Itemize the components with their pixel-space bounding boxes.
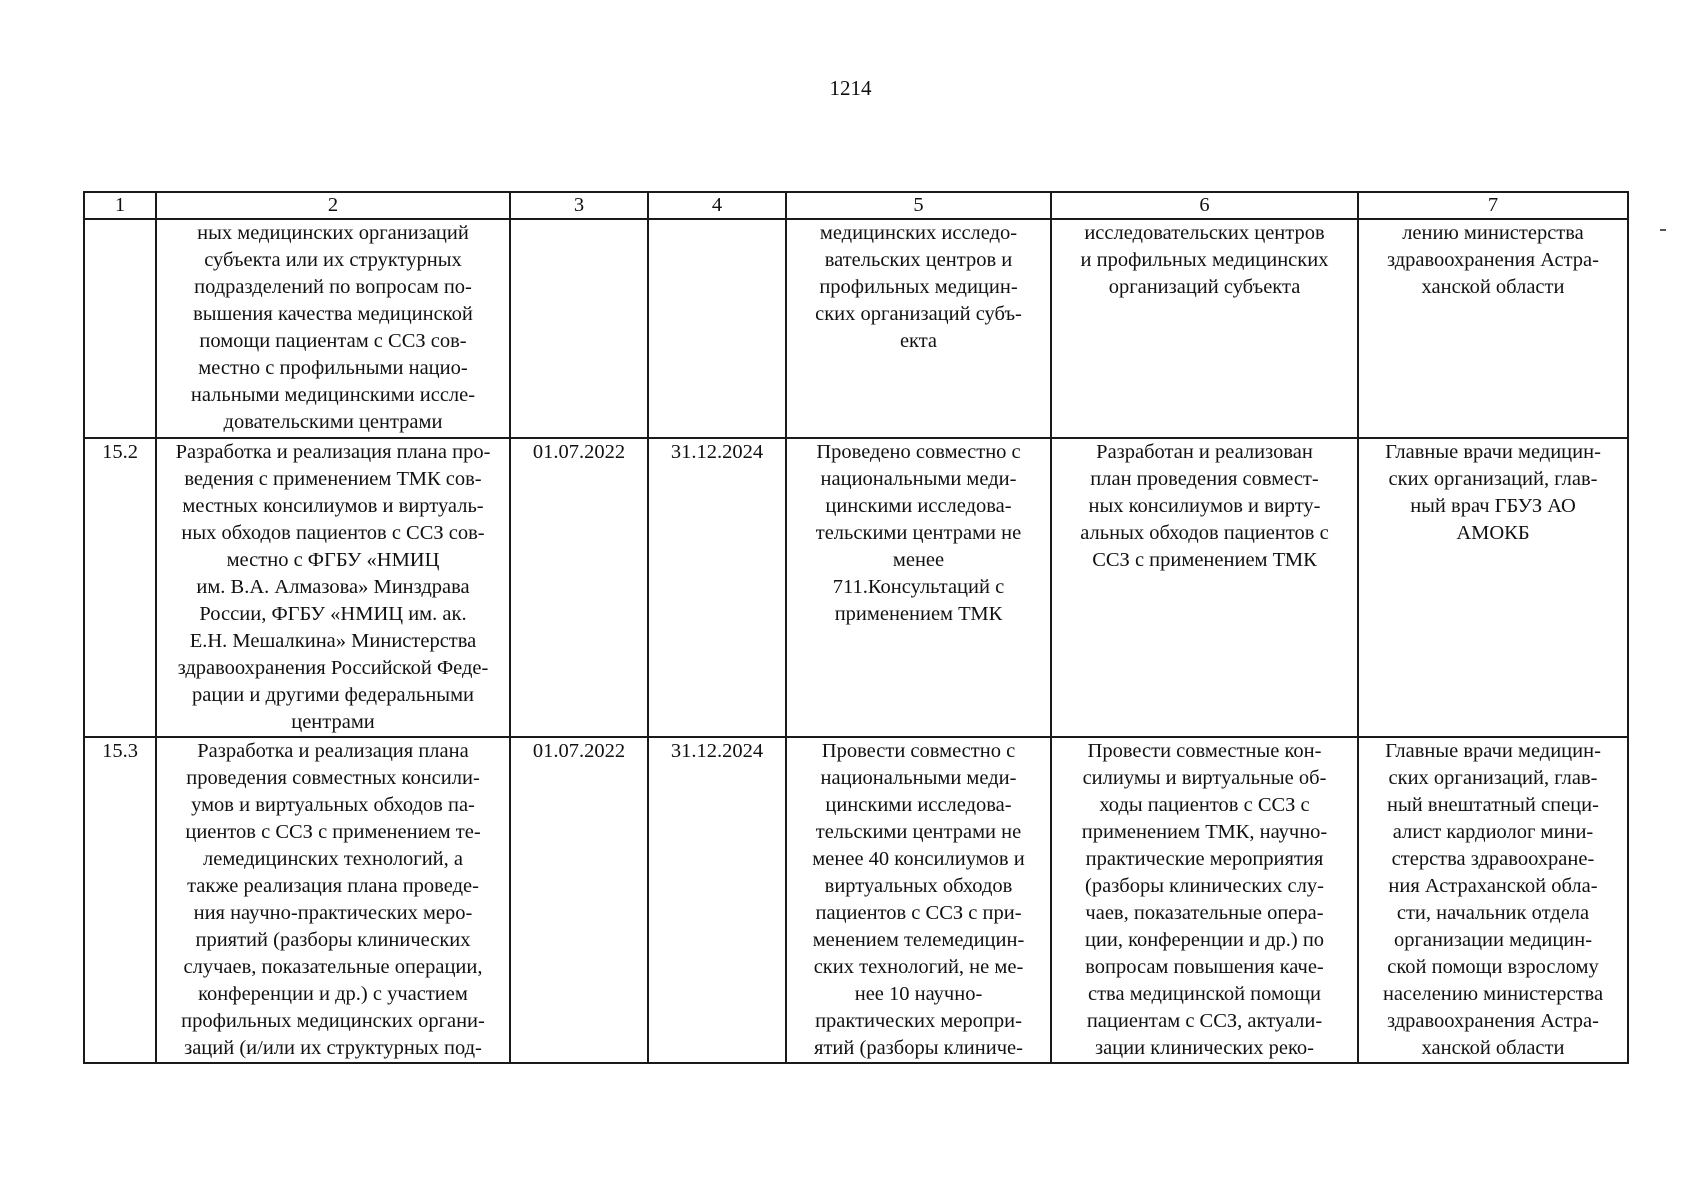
- page-number: 1214: [829, 76, 872, 100]
- column-header-2: 2: [156, 192, 510, 219]
- table-row-continuation: [84, 219, 1628, 438]
- result-cell: исследовательских центров и профильных медицинских организаций субъекта: [1051, 219, 1358, 438]
- table-row-15-3: [84, 737, 1628, 1063]
- column-header-3: 3: [510, 192, 648, 219]
- item-number-cell: [84, 219, 156, 438]
- item-number-cell: 15.3: [84, 737, 156, 1063]
- responsible-cell: Главные врачи медицин- ских организаций, глав- ный врач ГБУЗ АО АМОКБ: [1358, 438, 1628, 737]
- activity-name-cell: ных медицинских организаций субъекта или их структурных подразделений по вопросам по- вышения качества медицинской помощи пациентам с ССЗ сов- местно с профильными нацио- нальными медицинскими иссле- довательскими центрами: [156, 219, 510, 438]
- item-number-cell: 15.2: [84, 438, 156, 737]
- start-date-cell: 01.07.2022: [510, 438, 648, 737]
- activity-name-cell: Разработка и реализация плана проведения совместных консили- умов и виртуальных обходов па- циентов с ССЗ с применением те- лемедицинских технологий, а также реализация плана проведе- ния научно-практических меро- приятий (разборы клинических случаев, показательные операции, конференции и др.) с участием профильных медицинских органи- заций (и/или их структурных под-: [156, 737, 510, 1063]
- end-date-cell: 31.12.2024: [648, 737, 786, 1063]
- margin-mark: [1660, 229, 1666, 231]
- responsible-cell: лению министерства здравоохранения Астра- ханской области: [1358, 219, 1628, 438]
- column-header-7: 7: [1358, 192, 1628, 219]
- indicator-cell: Проведено совместно с национальными меди- цинскими исследова- тельскими центрами не менее 711.Консультаций с применением ТМК: [786, 438, 1051, 737]
- measures-table: [83, 191, 1629, 1064]
- activity-name-cell: Разработка и реализация плана про- ведения с применением ТМК сов- местных консилиумов и виртуаль- ных обходов пациентов с ССЗ сов- местно с ФГБУ «НМИЦ им. В.А. Алмазова» Минздрава России, ФГБУ «НМИЦ им. ак. Е.Н. Мешалкина» Министерства здравоохранения Российской Феде- рации и другими федеральными центрами: [156, 438, 510, 737]
- start-date-cell: 01.07.2022: [510, 737, 648, 1063]
- end-date-cell: [648, 219, 786, 438]
- header-row: [84, 192, 1628, 219]
- end-date-cell: 31.12.2024: [648, 438, 786, 737]
- column-header-4: 4: [648, 192, 786, 219]
- result-cell: Разработан и реализован план проведения совмест- ных консилиумов и вирту- альных обходов пациентов с ССЗ с применением ТМК: [1051, 438, 1358, 737]
- responsible-cell: Главные врачи медицин- ских организаций, глав- ный внештатный специ- алист кардиолог мини- стерства здравоохране- ния Астраханской обла- сти, начальник отдела организации медицин- ской помощи взрослому населению министерства здравоохранения Астра- ханской области: [1358, 737, 1628, 1063]
- column-header-5: 5: [786, 192, 1051, 219]
- indicator-cell: Провести совместно с национальными меди- цинскими исследова- тельскими центрами не менее 40 консилиумов и виртуальных обходов пациентов с ССЗ с при- менением телемедицин- ских технологий, не ме- нее 10 научно- практических меропри- ятий (разборы клиниче-: [786, 737, 1051, 1063]
- column-header-6: 6: [1051, 192, 1358, 219]
- column-header-1: 1: [84, 192, 156, 219]
- table-row-15-2: [84, 438, 1628, 737]
- indicator-cell: медицинских исследо- вательских центров и профильных медицин- ских организаций субъ- екта: [786, 219, 1051, 438]
- start-date-cell: [510, 219, 648, 438]
- result-cell: Провести совместные кон- силиумы и виртуальные об- ходы пациентов с ССЗ с применением ТМК, научно- практические мероприятия (разборы клинических слу- чаев, показательные опера- ции, конференции и др.) по вопросам повышения каче- ства медицинской помощи пациентам с ССЗ, актуали- зации клинических реко-: [1051, 737, 1358, 1063]
